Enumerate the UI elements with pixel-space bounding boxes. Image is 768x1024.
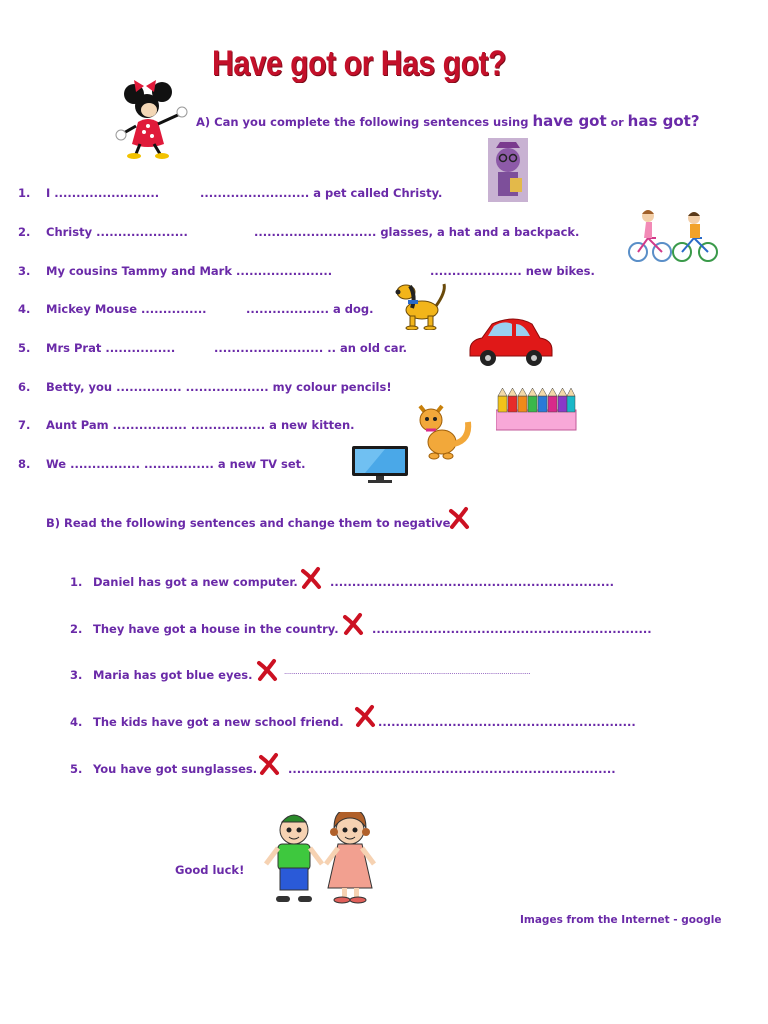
item-a-1-part2: ......................... a pet called Christy. xyxy=(200,186,443,200)
item-b-3-number: 3. xyxy=(70,668,83,682)
item-a-4-part2: ................... a dog. xyxy=(246,302,374,316)
cross-mark-icon xyxy=(352,704,378,728)
tv-set-image xyxy=(350,444,410,484)
item-b-2-number: 2. xyxy=(70,622,83,636)
kitten-image xyxy=(416,400,476,460)
section-b-instruction: B) Read the following sentences and change them to negative. xyxy=(46,516,455,530)
item-a-4-number: 4. xyxy=(18,302,31,316)
page-title: Have got or Has got? xyxy=(212,44,507,83)
keyword-have-got: have got xyxy=(532,112,607,130)
item-a-6-number: 6. xyxy=(18,380,31,394)
item-a-2-number: 2. xyxy=(18,225,31,239)
item-a-2-part2: ............................ glasses, a hat and a backpack. xyxy=(254,225,580,239)
item-a-6-text: Betty, you ............... ................... my colour pencils! xyxy=(46,380,392,394)
item-b-1-answer-line: ................................................................. xyxy=(330,575,614,589)
item-b-3-sentence: Maria has got blue eyes. xyxy=(93,668,253,682)
item-b-5-answer-line: ........................................................................... xyxy=(288,762,616,776)
item-a-5-part1: Mrs Prat ................ xyxy=(46,341,176,355)
item-b-5-sentence: You have got sunglasses. xyxy=(93,762,258,776)
good-luck-text: Good luck! xyxy=(175,863,245,877)
item-b-1-sentence: Daniel has got a new computer. xyxy=(93,575,298,589)
cross-mark-icon xyxy=(340,612,366,636)
item-b-5-number: 5. xyxy=(70,762,83,776)
minnie-mouse-image xyxy=(114,80,194,160)
item-b-2-answer-line: ................................................................ xyxy=(372,622,652,636)
old-red-car-image xyxy=(466,316,554,368)
item-a-4-part1: Mickey Mouse ............... xyxy=(46,302,207,316)
item-b-4-number: 4. xyxy=(70,715,83,729)
keyword-or: or xyxy=(610,116,624,129)
section-a-instruction xyxy=(196,112,700,130)
item-a-1-number: 1. xyxy=(18,186,31,200)
boy-and-girl-image xyxy=(262,812,386,906)
section-a-prefix: A) Can you complete the following sentences using xyxy=(196,115,529,129)
cross-mark-icon xyxy=(254,658,280,682)
colour-pencils-image xyxy=(496,384,578,432)
cross-mark-icon xyxy=(298,566,324,590)
dog-christy-image xyxy=(488,138,528,202)
item-a-3-part2: ..................... new bikes. xyxy=(430,264,595,278)
item-a-7-text: Aunt Pam ................. ................. a new kitten. xyxy=(46,418,355,432)
item-a-8-number: 8. xyxy=(18,457,31,471)
item-b-3-answer-line: ................................................................................................................................ xyxy=(284,668,531,676)
cross-mark-icon xyxy=(446,506,472,530)
item-b-2-sentence: They have got a house in the country. xyxy=(93,622,339,636)
cross-mark-icon xyxy=(256,752,282,776)
item-a-1-part1: I ........................ xyxy=(46,186,160,200)
item-b-4-answer-line: ........................................................... xyxy=(378,715,636,729)
item-a-2-part1: Christy ..................... xyxy=(46,225,188,239)
item-a-8-text: We ................ ................ a new TV set. xyxy=(46,457,306,471)
item-a-3-part1: My cousins Tammy and Mark ...................... xyxy=(46,264,333,278)
item-b-4-sentence: The kids have got a new school friend. xyxy=(93,715,344,729)
image-credit: Images from the Internet - google xyxy=(520,914,722,926)
item-a-7-number: 7. xyxy=(18,418,31,432)
keyword-has-got: has got? xyxy=(627,112,700,130)
item-b-1-number: 1. xyxy=(70,575,83,589)
pluto-dog-image xyxy=(392,276,450,330)
item-a-5-number: 5. xyxy=(18,341,31,355)
item-a-3-number: 3. xyxy=(18,264,31,278)
kids-on-bikes-image xyxy=(626,208,718,264)
item-a-5-part2: ......................... .. an old car. xyxy=(214,341,407,355)
